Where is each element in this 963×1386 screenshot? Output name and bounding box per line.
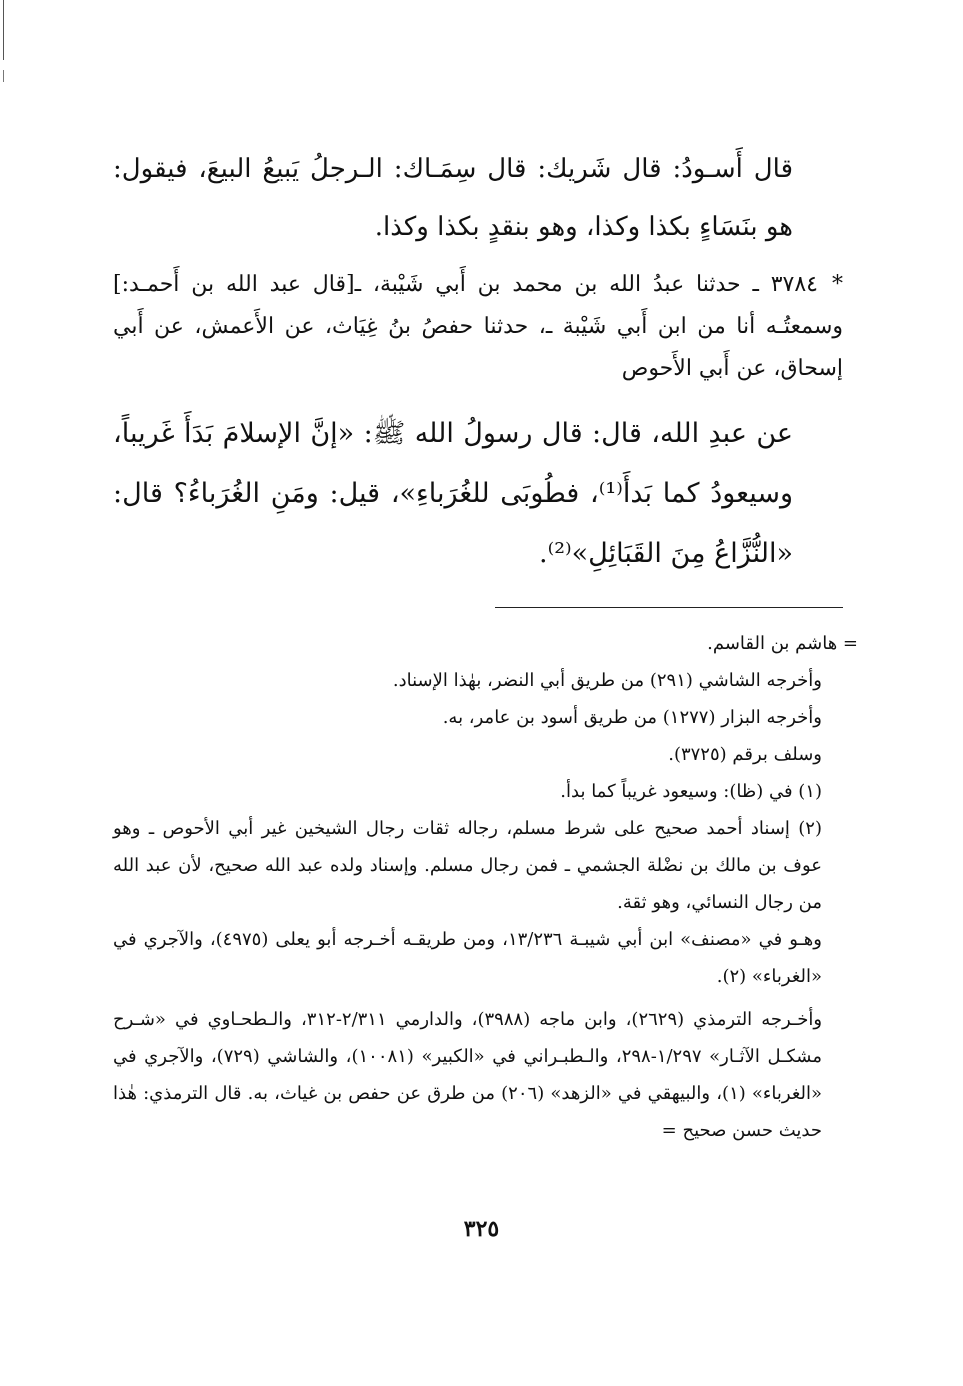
footnote-line: = هاشم بن القاسم.	[707, 633, 858, 654]
paragraph-sharik: قال أَسـودُ: قال شَريك: قال سِمَـاك: الـرجلُ يَبيعُ البيعَ، فيقول: هو بنَسَاءٍ بكذا وكذا، وهو بنقدٍ بكذا وكذا.	[113, 154, 793, 242]
footnote-2: (٢) إسناد أحمد صحيح على شرط مسلم، رجاله ثقات رجال الشيخين غير أبي الأحوص ـ وهو عوف بن مالك بن نضْلة الجشمي ـ فمن رجال مسلم. وإسناد ولده عبد الله صحيح، لأن عبد الله من رجال النسائي، وهو ثقة.	[113, 818, 822, 913]
footnote-line: وأخرجه البزار (١٢٧٧) من طريق أسود بن عامر، به.	[442, 707, 822, 728]
scan-edge-mark	[3, 70, 4, 82]
hadith-isnad-text: ٣٧٨٤ ـ حدثنا عبدُ الله بن محمد بن أَبي شَيْبة، ـ[قال عبد الله بن أَحمـد:] وسمعتُـه أنا من ابن أَبي شَيْبة ـ، حدثنا حفصُ بنُ غِيَاث، عن الأَعمش، عن أَبي إسحاق، عن أَبي الأَحوص	[113, 272, 843, 381]
footnote-line: وهـو في «مصنف» ابن أبي شيبـة ١٣/٢٣٦، ومن طريقـه أخـرجه أبو يعلى (٤٩٧٥)، والآجري في «الغرباء» (٢).	[113, 929, 822, 987]
footnote-separator	[495, 607, 843, 608]
footnote-line: وأخـرجه الترمذي (٢٦٢٩)، وابن ماجه (٣٩٨٨)، والدارمي ٢/٣١١-٣١٢، والـطحـاوي في «شـرح مشكـل الآثـار» ١/٢٩٧-٢٩٨، والـطبـراني في «الكبير» (١٠٠٨١)، والشاشي (٧٢٩)، والآجري في «الغرباء» (١)، والبيهقي في «الزهد» (٢٠٦) من طرق عن حفص بن غياث، به. قال الترمذي: هٰذا حديث حسن صحيح =	[113, 1009, 823, 1141]
hadith-isnad	[113, 264, 843, 390]
footnotes	[113, 625, 858, 1149]
hadith-matn: عن عبدِ الله، قال: قال رسولُ الله ﷺ: «إنَّ الإسلامَ بَدَأَ غَريباً، وسيعودُ كما بَدأَ⁽¹⁾، فطُوبَى للغُرَباءِ»، قيل: ومَنِ الغُرَباءُ؟ قال: «النُّزَّاعُ مِنَ القَبَائِلِ»⁽²⁾.	[113, 418, 794, 569]
footnote-1: (١) في (ظا): وسيعود غريباً كما بدأ.	[560, 781, 822, 802]
main-text	[113, 140, 843, 584]
scan-edge-line	[3, 0, 4, 60]
footnote-line: وسلف برقم (٣٧٢٥).	[668, 744, 822, 765]
page-number: ٣٢٥	[463, 1216, 500, 1242]
hadith-star-marker: *	[832, 272, 843, 297]
footnote-line: وأخرجه الشاشي (٢٩١) من طريق أبي النضر، بهٰذا الإسناد.	[392, 670, 822, 691]
